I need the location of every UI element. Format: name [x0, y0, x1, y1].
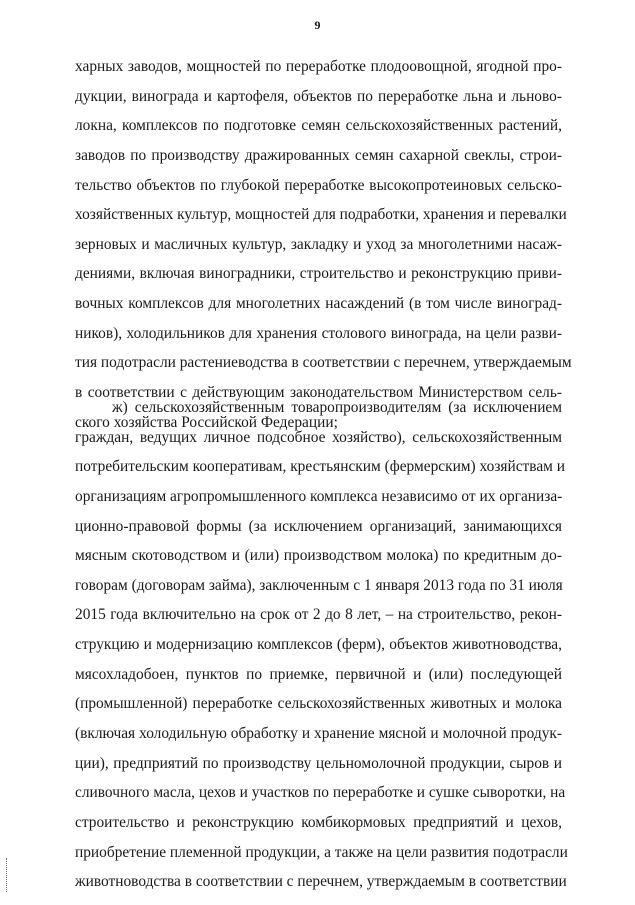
text-line: потребительским кооперативам, крестьянским (фермерским) хозяйствам и	[75, 458, 565, 476]
page-number: 9	[314, 18, 321, 32]
text-line: в соответствии с действующим законодательством Министерством сель-	[75, 384, 562, 402]
text-line: мясным скотоводством и (или) производством молока) по кредитным до-	[75, 547, 562, 565]
text-line: животноводства в соответствии с перечнем, утверждаемым в соответствии	[75, 873, 567, 891]
text-line: заводов по производству дражированных семян сахарной свеклы, строи-	[75, 146, 562, 164]
text-line: тельство объектов по глубокой переработке высокопротеиновых сельско-	[75, 176, 562, 194]
text-line: организациям агропромышленного комплекса независимо от их организа-	[75, 487, 563, 505]
text-line: тия подотрасли растениеводства в соответствии с перечнем, утверждаемым	[75, 354, 572, 372]
text-line: хозяйственных культур, мощностей для подработки, хранения и перевалки	[75, 206, 567, 224]
text-line: харных заводов, мощностей по переработке плодоовощной, ягодной про-	[75, 58, 562, 75]
text-line: ции), предприятий по производству цельномолочной продукции, сыров и	[75, 754, 562, 772]
text-line: ников), холодильников для хранения столового винограда, на цели разви-	[75, 324, 562, 342]
text-line: приобретение племенной продукции, а также на цели развития подотрасли	[75, 843, 568, 861]
text-line: строительство и реконструкцию комбикормовых предприятий и цехов,	[75, 813, 562, 831]
text-line: ского хозяйства Российской Федерации;	[75, 413, 338, 431]
text-line: 2015 года включительно на срок от 2 до 8 лет, – на строительство, рекон-	[75, 606, 562, 624]
text-line: дениями, включая виноградники, строительство и реконструкцию приви-	[75, 265, 562, 283]
text-line: мясохладобоен, пунктов по приемке, первичной и (или) последующей	[75, 665, 562, 683]
text-line: струкцию и модернизацию комплексов (ферм), объектов животноводства,	[75, 636, 562, 654]
text-line: дукции, винограда и картофеля, объектов по переработке льна и льново-	[75, 87, 562, 105]
text-line: (промышленной) переработке сельскохозяйственных животных и молока	[75, 695, 562, 713]
text-line: локна, комплексов по подготовке семян сельскохозяйственных растений,	[75, 117, 562, 135]
text-line: говорам (договорам займа), заключенным с 1 января 2013 года по 31 июля	[75, 576, 563, 594]
text-line: вочных комплексов для многолетних насаждений (в том числе виноград-	[75, 295, 562, 313]
text-line: ж) сельскохозяйственным товаропроизводителям (за исключением	[112, 399, 562, 416]
scan-margin-marks	[6, 858, 11, 892]
paragraph-2	[75, 393, 568, 897]
text-line: ционно-правовой формы (за исключением организаций, занимающихся	[75, 517, 562, 535]
text-line: граждан, ведущих личное подсобное хозяйство), сельскохозяйственным	[75, 428, 562, 446]
text-line: сливочного масла, цехов и участков по переработке и сушке сыворотки, на	[75, 784, 566, 802]
paragraph-1	[75, 52, 572, 437]
text-line: (включая холодильную обработку и хранение мясной и молочной продук-	[75, 725, 562, 743]
text-line: зерновых и масличных культур, закладку и уход за многолетними насаж-	[75, 235, 562, 253]
